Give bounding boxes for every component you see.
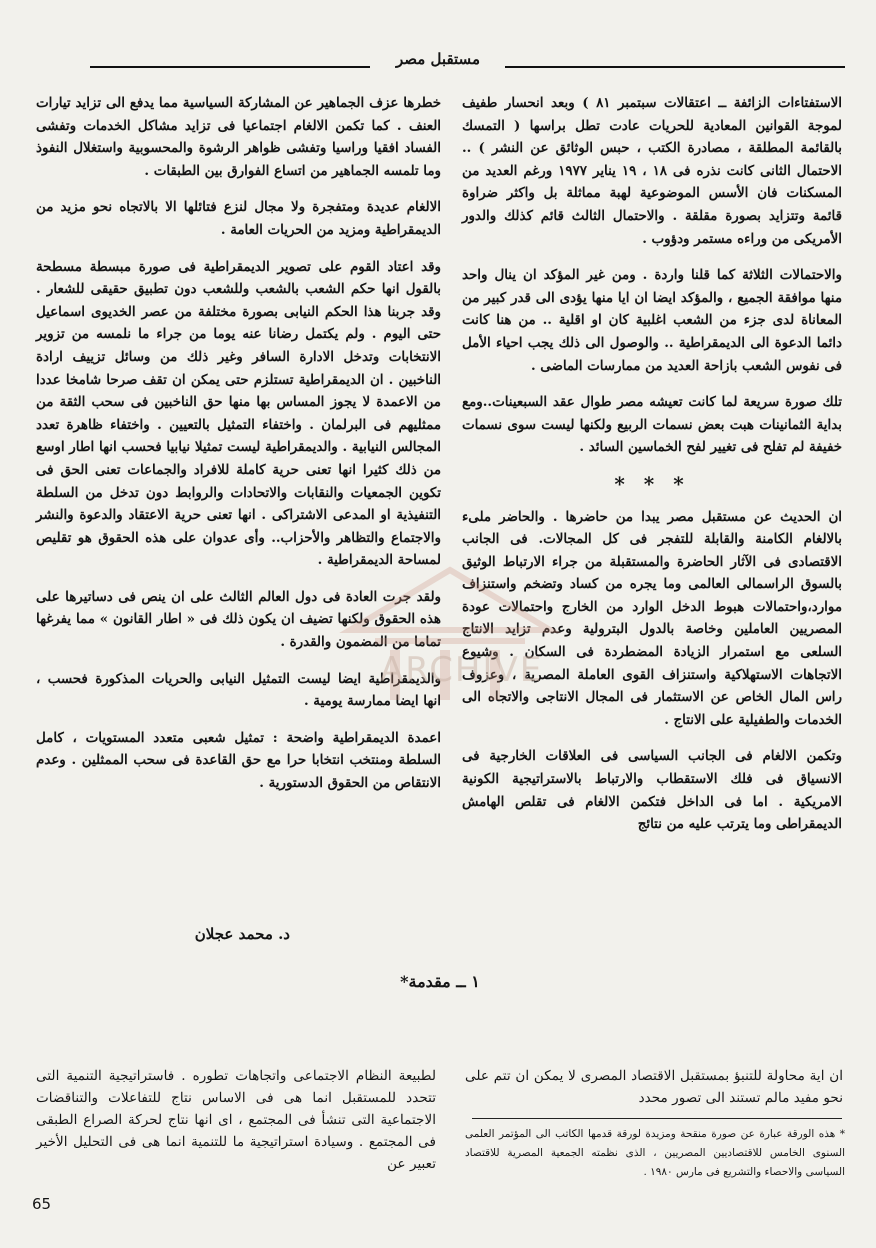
watermark-text: ARCHIVE bbox=[380, 650, 544, 690]
footnote-rule bbox=[472, 1118, 842, 1119]
paragraph: وتكمن الالغام فى الجانب السياسى فى العلاقات الخارجية فى الانسياق فى فلك الاستقطاب والارتباط بالاستراتيجية الكونية الامريكية . اما فى الداخل فتكمن الالغام فى تقلص الهامش الديمقراطى وما يترتب عليه من نتائج bbox=[462, 748, 842, 833]
lower-left-text: لطبيعة النظام الاجتماعى واتجاهات تطوره . فاستراتيجية التنمية التى تتحدد للمستقبل انما هى فى الاساس نتاج للتفاعلات والتناقضات الاجتماعية التى تنشأ فى المجتمع ، اى انها نتاج لحركة الصراع الطبقى فى المجتمع . وسيادة استراتيجية ما للتنمية انما هى فى التحليل الأخير تعبير عن bbox=[36, 1068, 436, 1172]
lower-right-text: ان اية محاولة للتنبؤ بمستقبل الاقتصاد المصرى لا يمكن ان تتم على نحو مفيد مالم تستند الى تصور محدد bbox=[465, 1068, 843, 1106]
paragraph: ولقد جرت العادة فى دول العالم الثالث على ان ينص فى دساتيرها على هذه الحقوق ولكنها تضيف ان يكون ذلك فى « اطار القانون » مما يفرغها تماما من المضمون والقدرة . bbox=[36, 588, 441, 651]
page-number: 65 bbox=[32, 1195, 52, 1213]
running-header-title: مستقبل مصر bbox=[396, 50, 480, 68]
footnote: * هذه الورقة عبارة عن صورة منقحة ومزيدة لورقة قدمها الكاتب الى المؤتمر العلمى السنوى الخامس للاقتصاديين المصريين ، الذى نظمته الجمعية المصرية للاقتصاد السياسى والاحصاء والتشريع فى مارس ١٩٨٠ . bbox=[465, 1128, 845, 1178]
right-column bbox=[462, 92, 842, 850]
section-heading: ١ ــ مقدمة* bbox=[400, 972, 480, 991]
header-rule-left bbox=[90, 66, 370, 68]
paragraph: الالغام عديدة ومتفجرة ولا مجال لنزع فتائلها الا بالاتجاه نحو مزيد من الديمقراطية ومزيد من الحريات العامة . bbox=[36, 199, 441, 238]
paragraph: خطرها عزف الجماهير عن المشاركة السياسية مما يدفع الى تزايد تيارات العنف . كما تكمن الالغام اجتماعيا فى تزايد مشاكل الخدمات وتفشى الفساد افقيا وراسيا وتفشى ظواهر الرشوة والمحسوبية واستغلال النفوذ وما تلمسه الجماهير من اتساع الفوارق بين الطبقات . bbox=[36, 95, 441, 179]
paragraph: والديمقراطية ايضا ليست التمثيل النيابى والحريات المذكورة فحسب ، انها ايضا ممارسة يومية . bbox=[36, 670, 441, 710]
paragraph: ان الحديث عن مستقبل مصر يبدا من حاضرها . والحاضر ملىء بالالغام الكامنة والقابلة للتفجر فى كل المجالات. فى الجانب الاقتصادى فى الآثار الحاضرة والمستقبلة من جراء الارتباط الوثيق بالسوق الراسمالى العالمى وما يجره من كساد وتضخم واستنزاف موارد،واحتمالات هبوط الدخل الوارد من الخارج واحتمالات عودة المصريين العاملين وخاصة بالدول البترولية وعدم تزايد الانتاج السلعى مع استمرار الزيادة المضطردة فى السكان . وشيوع الاتجاهات الاستهلاكية واستنزاف القوى العاملة المصرية ، وعزوف راس المال الخاص عن الاستثمار فى المجال الانتاجى والاتجاه الى الخدمات والطفيلية على الانتاج . bbox=[462, 508, 842, 728]
paragraph: وقد اعتاد القوم على تصوير الديمقراطية فى صورة مبسطة مسطحة بالقول انها حكم الشعب بالشعب وللشعب دون تطبيق حقيقى للشعار . وقد جربنا هذا الحكم النيابى بصورة مختلفة من عصر الخديوى اسماعيل حتى اليوم . ولم يكتمل رضانا عنه يوما من جراء ما نلمسه من تزوير الانتخابات وتدخل الادارة السافر وغير ذلك من وسائل تزييف ارادة الناخبين . ان الديمقراطية تستلزم حتى يمكن ان تقف صرحا شامخا عددا من الاعمدة لا يجوز المساس بها منها حق الناخبين فى سحب الثقة من ممثليهم فى البرلمان . واختفاء التمثيل بالتعيين . واختفاء ظاهرة تعدد المجالس النيابية . والديمقراطية ليست تمثيلا نيابيا فحسب انها اطار اوسع من ذلك كثيرا انها تعنى حرية كاملة للافراد والجماعات تعنى الحق فى تكوين الجمعيات والنقابات والاتحادات والروابط دون تدخل من السلطة التنفيذية او المدعى الاشتراكى . انها تعنى حرية الاعتقاد والدعوة والنشر والاجتماع والتظاهر والأحزاب.. وأى عدوان على هذه الحقوق هو تقليص لمساحة الديمقراطية . bbox=[36, 258, 441, 569]
paragraph: اعمدة الديمقراطية واضحة : تمثيل شعبى متعدد المستويات ، كامل السلطة ومنتخب انتخابا حرا مع حق القاعدة فى سحب الممثلين . وعدم الانتقاص من الحقوق الدستورية . bbox=[36, 729, 441, 792]
paragraph: والاحتمالات الثلاثة كما قلنا واردة . ومن غير المؤكد ان ينال واحد منها موافقة الجميع ، والمؤكد ايضا ان ايا منها يؤدى الى قدر كبير من المعاناة لدى جزء من الشعب اغلبية كان او اقلية .. من هنا كانت دائما الدعوة الى الديمقراطية .. والوصول الى ذلك يجب احياء الأمل فى نفوس الشعب بازاحة العديد من ممارسات الماضى . bbox=[462, 267, 842, 374]
section-separator-stars: * * * bbox=[614, 471, 690, 496]
paragraph: تلك صورة سريعة لما كانت تعيشه مصر طوال عقد السبعينات..ومع بداية الثمانينات هبت بعض نسمات الربيع ولكنها ليست سوى نسمات خفيفة لم تفلح فى تغيير لفح الخماسين السائد . bbox=[462, 394, 842, 456]
author-signature: د. محمد عجلان bbox=[194, 925, 290, 943]
header-rule-right bbox=[505, 66, 845, 68]
archive-watermark-logo bbox=[330, 560, 570, 730]
paragraph: الاستفتاءات الزائفة ــ اعتقالات سبتمبر ٨١ ) وبعد انحسار طفيف لموجة القوانين المعادية للحريات عادت تطل براسها ( التمسك بالقائمة المطلقة ، مصادرة الكتب ، حبس الوثائق عن النشر ) .. الاحتمال الثانى كانت نذره فى ١٨ ، ١٩ يناير ١٩٧٧ ورغم العديد من المسكنات فان الأسس الموضوعية لهبة مماثلة بل واكثر ضراوة قائمة وتتزايد بصورة مقلقة . والاحتمال الثالث قائم كذلك والدور الأمريكى من وراءه مستمر ودؤوب . bbox=[462, 95, 842, 247]
